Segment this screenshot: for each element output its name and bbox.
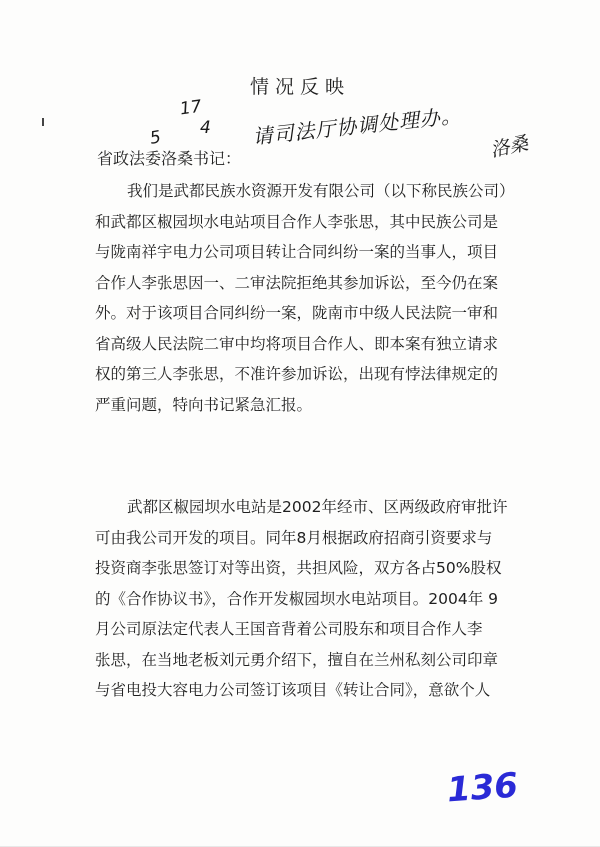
paragraph-line: 严重问题，特向书记紧急汇报。: [95, 395, 313, 414]
paragraph-line: 可由我公司开发的项目。同年8月根据政府招商引资要求与: [95, 528, 493, 547]
paragraph-line: 我们是武都民族水资源开发有限公司（以下称民族公司）: [127, 182, 515, 200]
handwritten-page-number: 136: [445, 765, 520, 811]
paragraph-line: 月公司原法定代表人王国音背着公司股东和项目合作人李: [95, 620, 483, 638]
paragraph-line: 和武都区椒园坝水电站项目合作人李张思，其中民族公司是: [95, 212, 499, 231]
paragraph-line: 张思，在当地老板刘元勇介绍下，擅自在兰州私刻公司印章: [95, 650, 499, 669]
document-title: 情况反映: [249, 76, 350, 98]
paragraph-line: 省高级人民法院二审中均将项目合作人、即本案有独立请求: [95, 334, 499, 353]
margin-mark: [42, 118, 44, 126]
paragraph-line: 外。对于该项目合同纠纷一案，陇南市中级人民法院一审和: [95, 304, 499, 322]
handwritten-signature: 洛桑: [488, 132, 531, 162]
handwritten-date-left: 5: [148, 127, 163, 149]
paragraph-line: 的《合作协议书》，合作开发椒园坝水电站项目。2004年 9: [95, 589, 498, 608]
handwritten-date-top: 17: [178, 96, 203, 120]
addressee-line: 省政法委洛桑书记：: [97, 149, 242, 168]
paragraph-line: 与陇南祥宇电力公司项目转让合同纠纷一案的当事人，项目: [95, 243, 499, 261]
paragraph-line: 投资商李张思签订对等出资，共担风险，双方各占50%股权: [95, 559, 502, 577]
handwritten-date-mid: 4: [200, 118, 211, 138]
paragraph-1: [95, 176, 515, 420]
paragraph-line: 与省电投大容电力公司签订该项目《转让合同》，意欲个人: [95, 681, 491, 699]
paragraph-line: 合作人李张思因一、二审法院拒绝其参加诉讼，至今仍在案: [95, 273, 499, 292]
paragraph-line: 武都区椒园坝水电站是2002年经市、区两级政府审批许: [127, 498, 508, 516]
paragraph-line: 权的第三人李张思，不准许参加诉讼，出现有悖法律规定的: [95, 365, 499, 383]
handwritten-instruction: 请司法厅协调处理办。: [251, 103, 463, 149]
paragraph-2: [95, 492, 515, 706]
